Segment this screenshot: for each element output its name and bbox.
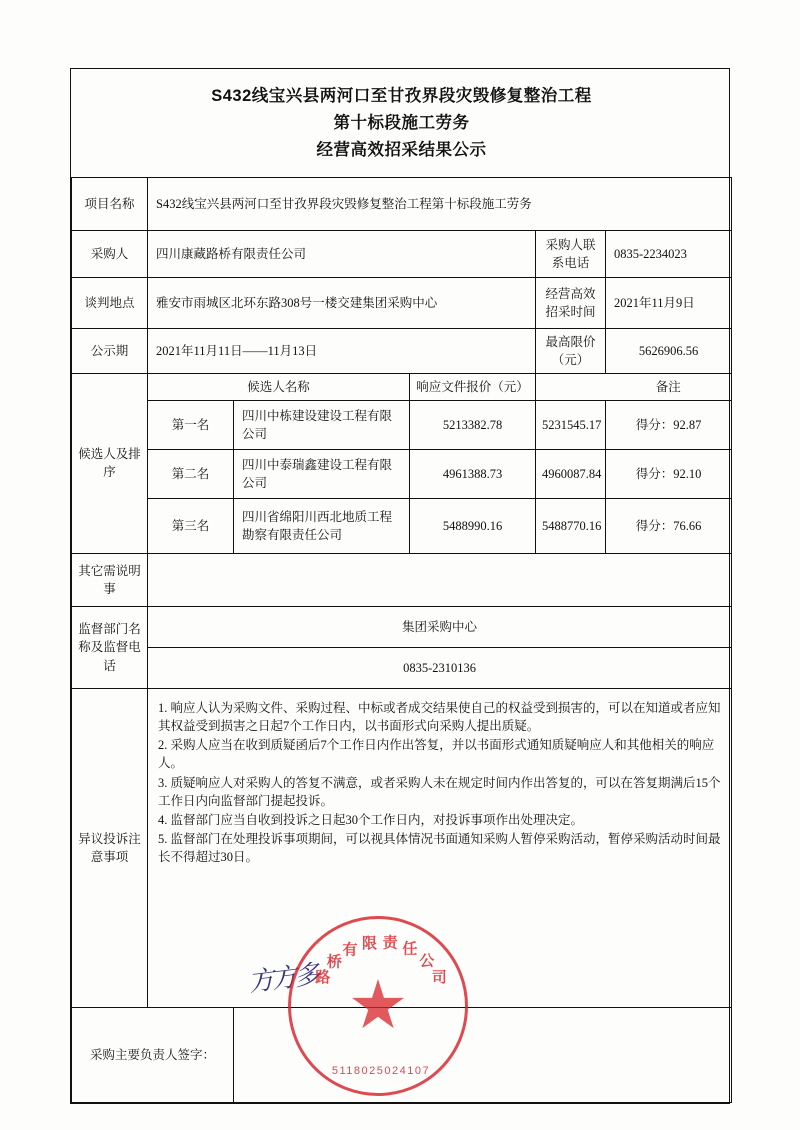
table-row-candidates-header xyxy=(72,373,732,400)
objection-item-1: 1. 响应人认为采购文件、采购过程、中标或者成交结果使自己的权益受到损害的，可以在知道或者应知其权益受到损害之日起7个工作日内，以书面形式向采购人提出质疑。 xyxy=(158,701,721,734)
other-notes-value xyxy=(148,554,732,607)
candidate-rank-1: 第一名 xyxy=(148,401,234,450)
signature-label: 采购主要负责人签字： xyxy=(72,1008,234,1103)
candidate-response-price-3: 5488990.16 xyxy=(410,499,536,554)
handwritten-signature: 方方多 xyxy=(246,959,319,998)
purchaser-phone-value: 0835-2234023 xyxy=(606,230,732,277)
candidates-label: 候选人及排序 xyxy=(72,373,148,553)
title-line-3: 经营高效招采结果公示 xyxy=(316,141,487,160)
title-cell xyxy=(72,69,732,177)
candidate-rank-2: 第二名 xyxy=(148,450,234,499)
max-price-value: 5626906.56 xyxy=(606,328,732,373)
candidate-rank-3: 第三名 xyxy=(148,499,234,554)
purchaser-value: 四川康藏路桥有限责任公司 xyxy=(148,230,536,277)
column-header-candidate-name: 候选人名称 xyxy=(148,373,410,400)
other-notes-label: 其它需说明事 xyxy=(72,554,148,607)
candidate-remark-1: 得分：92.87 xyxy=(606,401,732,450)
candidate-remark-3: 得分：76.66 xyxy=(606,499,732,554)
table-row-signature xyxy=(72,1008,732,1103)
table-row-supervision-dept xyxy=(72,607,732,648)
title-line-1: S432线宝兴县两河口至甘孜界段灾毁修复整治工程 xyxy=(211,87,592,105)
negotiation-place-value: 雅安市雨城区北环东路308号一楼交建集团采购中心 xyxy=(148,277,536,328)
project-name-label: 项目名称 xyxy=(72,177,148,230)
title-row xyxy=(72,69,732,177)
negotiation-place-label: 谈判地点 xyxy=(72,277,148,328)
seal-top-text: 路 桥 有 限 责 任 公 司 xyxy=(315,934,447,987)
seal-bottom-text: 5118025024107 xyxy=(331,1065,431,1077)
table-row-negotiation-place xyxy=(72,277,732,328)
column-header-final-price-spacer xyxy=(536,373,606,400)
table-row-other-notes xyxy=(72,554,732,607)
table-row-candidate-2 xyxy=(72,450,732,499)
purchaser-label: 采购人 xyxy=(72,230,148,277)
objection-item-4: 4. 监督部门应当自收到投诉之日起30个工作日内，对投诉事项作出处理决定。 xyxy=(158,812,584,827)
candidate-name-1: 四川中栋建设建设工程有限公司 xyxy=(234,401,410,450)
supervision-dept-value: 集团采购中心 xyxy=(148,607,732,648)
procurement-time-value: 2021年11月9日 xyxy=(606,277,732,328)
table-row-purchaser xyxy=(72,230,732,277)
candidate-final-price-3: 5488770.16 xyxy=(536,499,606,554)
candidate-response-price-2: 4961388.73 xyxy=(410,450,536,499)
candidate-remark-2: 得分：92.10 xyxy=(606,450,732,499)
objection-body xyxy=(148,689,732,1008)
candidate-final-price-1: 5231545.17 xyxy=(536,401,606,450)
publicity-period-value: 2021年11月11日——11月13日 xyxy=(148,328,536,373)
purchaser-phone-label: 采购人联系电话 xyxy=(536,230,606,277)
column-header-remark-text: 备注 xyxy=(655,379,681,394)
table-row-candidate-3 xyxy=(72,499,732,554)
objection-item-2: 2. 采购人应当在收到质疑函后7个工作日内作出答复，并以书面形式通知质疑响应人和其他相关的响应人。 xyxy=(158,738,715,771)
max-price-label: 最高限价（元） xyxy=(536,328,606,373)
objection-item-5: 5. 监督部门在处理投诉事项期间，可以视具体情况书面通知采购人暂停采购活动，暂停采购活动时间最长不得超过30日。 xyxy=(158,831,721,865)
table-row-candidate-1 xyxy=(72,401,732,450)
candidate-name-2: 四川中泰瑞鑫建设工程有限公司 xyxy=(234,450,410,499)
project-name-value: S432线宝兴县两河口至甘孜界段灾毁修复整治工程第十标段施工劳务 xyxy=(148,177,732,230)
column-header-response-price: 响应文件报价（元） xyxy=(410,373,536,400)
candidate-final-price-2: 4960087.84 xyxy=(536,450,606,499)
supervision-phone-value: 0835-2310136 xyxy=(148,648,732,689)
supervision-label: 监督部门名称及监督电话 xyxy=(72,607,148,689)
announcement-table xyxy=(70,68,730,1104)
table-row-publicity-period xyxy=(72,328,732,373)
table-row-supervision-phone xyxy=(72,648,732,689)
objection-label: 异议投诉注意事项 xyxy=(72,689,148,1008)
candidate-response-price-1: 5213382.78 xyxy=(410,401,536,450)
main-table xyxy=(71,69,732,1103)
column-header-remark xyxy=(606,373,732,400)
procurement-time-label: 经营高效招采时间 xyxy=(536,277,606,328)
objection-item-3: 3. 质疑响应人对采购人的答复不满意，或者采购人未在规定时间内作出答复的，可以在答复期满后15个工作日内向监督部门提起投诉。 xyxy=(158,775,721,808)
table-row-objection xyxy=(72,689,732,1008)
table-row-project-name xyxy=(72,177,732,230)
title-line-2: 第十标段施工劳务 xyxy=(333,114,470,133)
candidate-name-3: 四川省绵阳川西北地质工程勘察有限责任公司 xyxy=(234,499,410,554)
publicity-period-label: 公示期 xyxy=(72,328,148,373)
signature-area xyxy=(234,1008,732,1103)
